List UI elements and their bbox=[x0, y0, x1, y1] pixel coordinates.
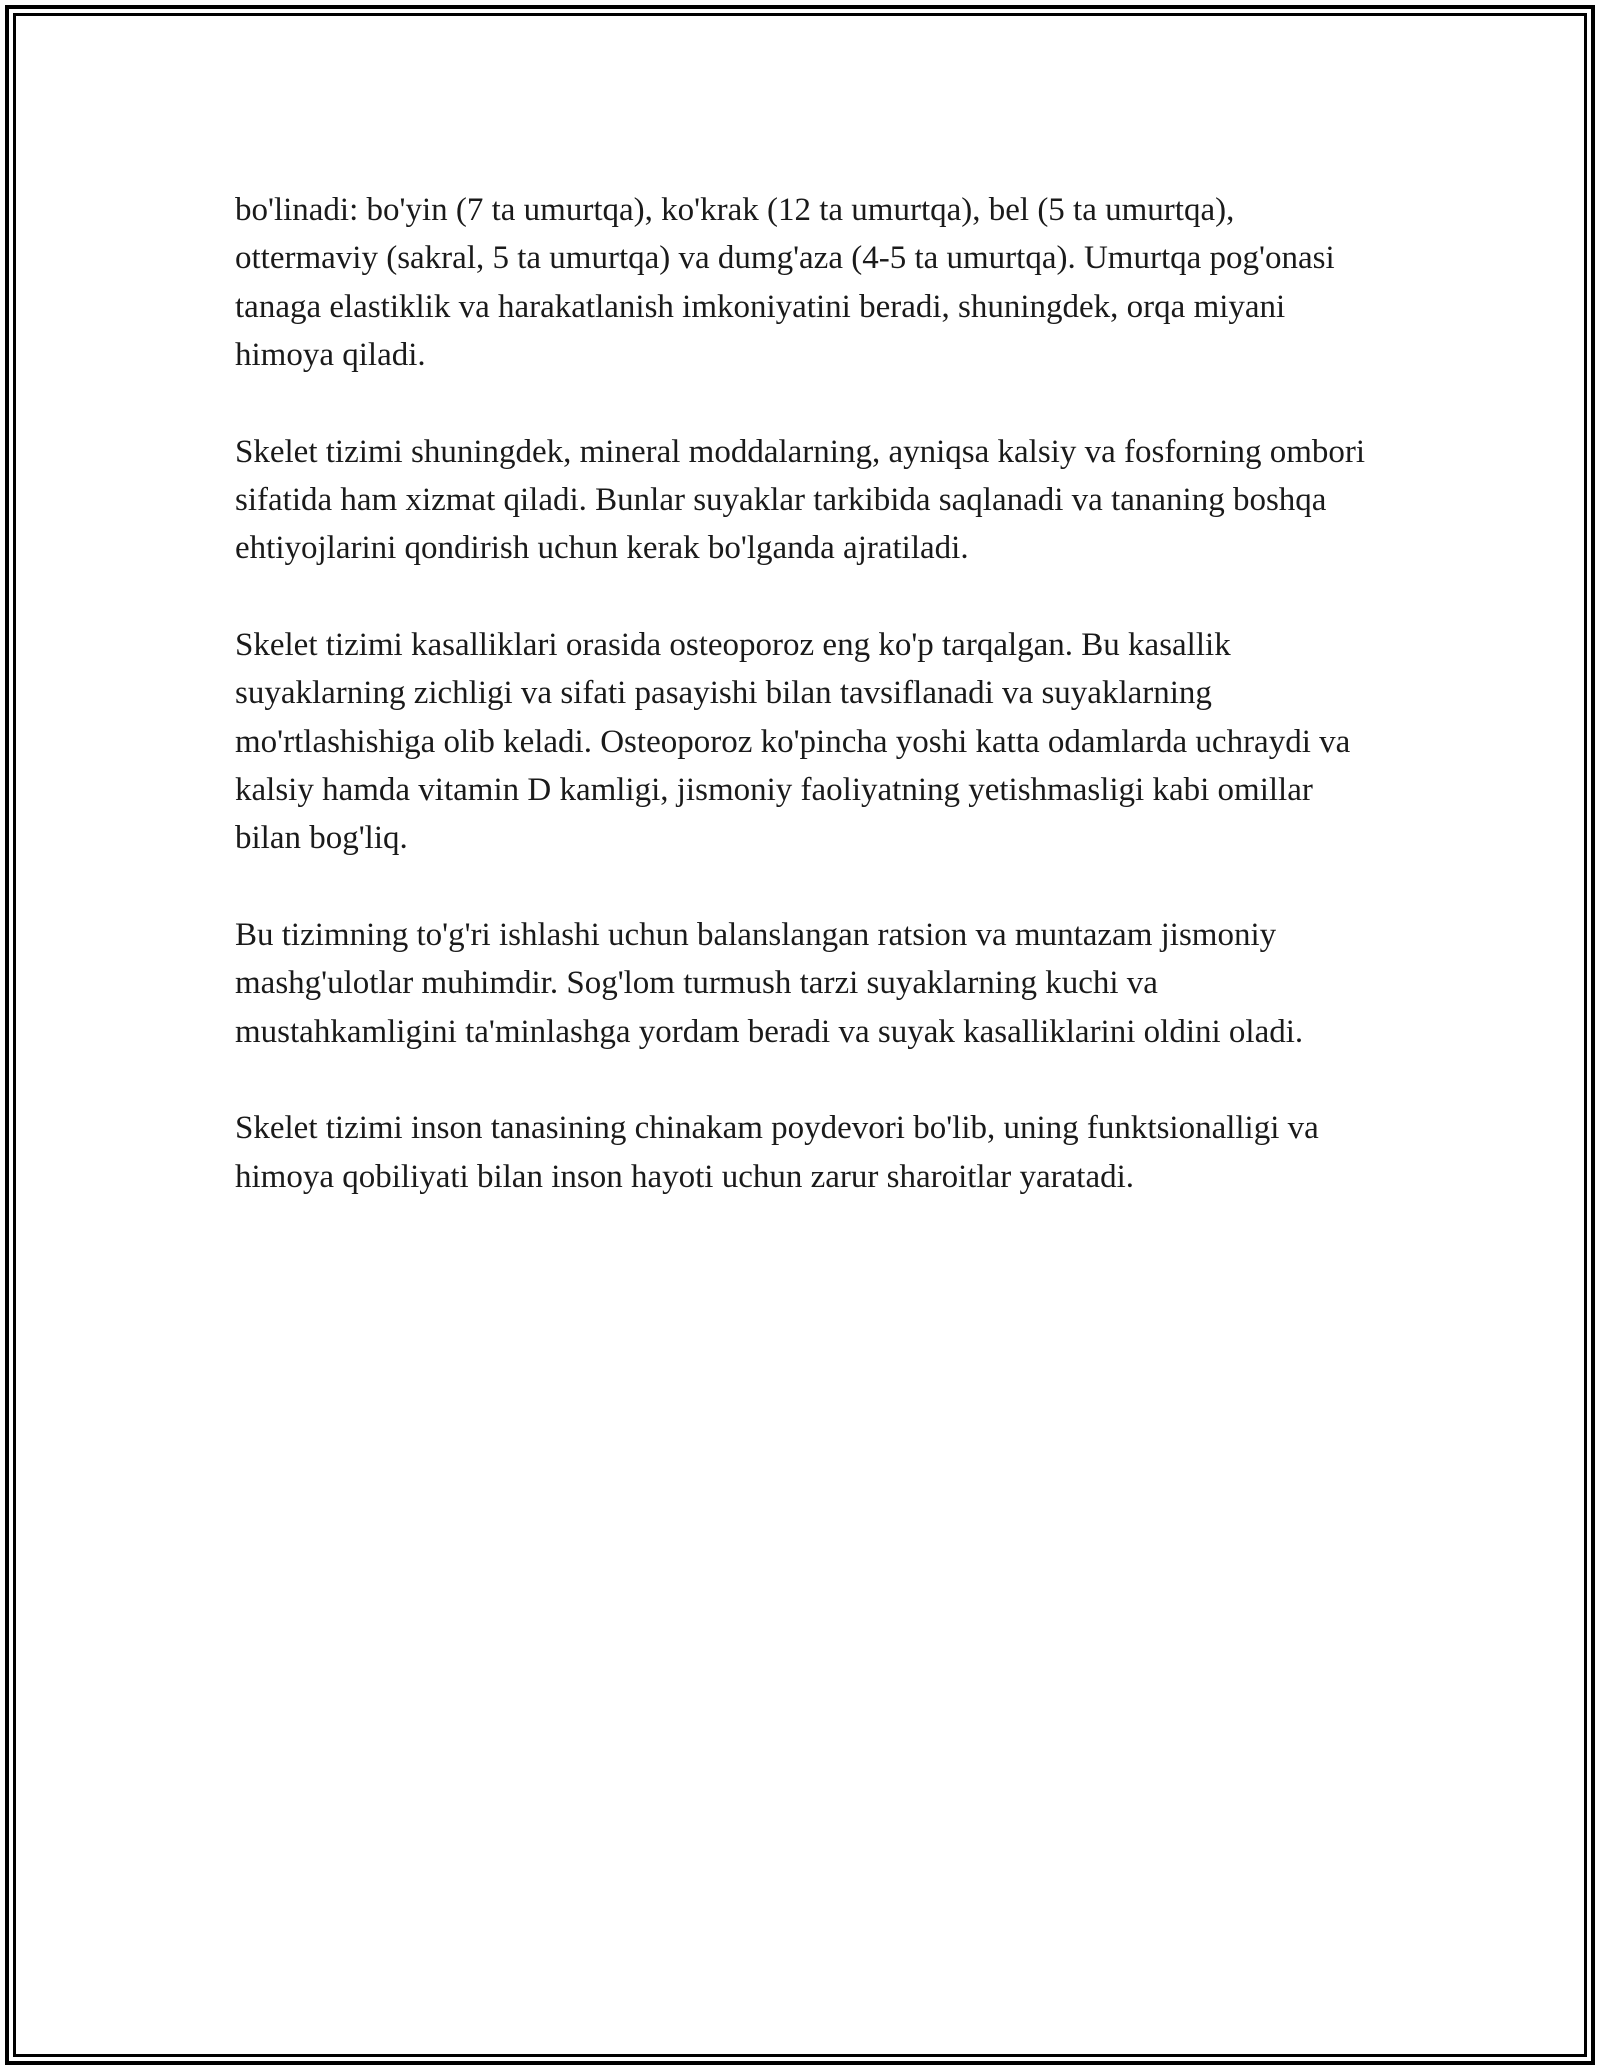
document-body bbox=[235, 186, 1375, 1249]
paragraph-3: Skelet tizimi kasalliklari orasida osteoporoz eng ko'p tarqalgan. Bu kasallik suyaklarning zichligi va sifati pasayishi bilan tavsiflanadi va suyaklarning mo'rtlashishiga olib keladi. Osteoporoz ko'pincha yoshi katta odamlarda uchraydi va kalsiy hamda vitamin D kamligi, jismoniy faoliyatning yetishmasligi kabi omillar bilan bog'liq. bbox=[235, 626, 1351, 857]
paragraph-5: Skelet tizimi inson tanasining chinakam poydevori bo'lib, uning funktsionalligi va himoya qobiliyati bilan inson hayoti uchun zarur sharoitlar yaratadi. bbox=[235, 1110, 1319, 1195]
paragraph-1: bo'linadi: bo'yin (7 ta umurtqa), ko'krak (12 ta umurtqa), bel (5 ta umurtqa), ottermaviy (sakral, 5 ta umurtqa) va dumg'aza (4-5 ta umurtqa). Umurtqa pog'onasi tanaga elastiklik va harakatlanish imkoniyatini beradi, shuningdek, orqa miyani himoya qiladi. bbox=[235, 192, 1335, 374]
paragraph-4: Bu tizimning to'g'ri ishlashi uchun balanslangan ratsion va muntazam jismoniy mashg'ulotlar muhimdir. Sog'lom turmush tarzi suyaklarning kuchi va mustahkamligini ta'minlashga yordam beradi va suyak kasalliklarini oldini oladi. bbox=[235, 916, 1304, 1050]
paragraph-2: Skelet tizimi shuningdek, mineral moddalarning, ayniqsa kalsiy va fosforning ombori sifatida ham xizmat qiladi. Bunlar suyaklar tarkibida saqlanadi va tananing boshqa ehtiyojlarini qondirish uchun kerak bo'lganda ajratiladi. bbox=[235, 433, 1366, 567]
